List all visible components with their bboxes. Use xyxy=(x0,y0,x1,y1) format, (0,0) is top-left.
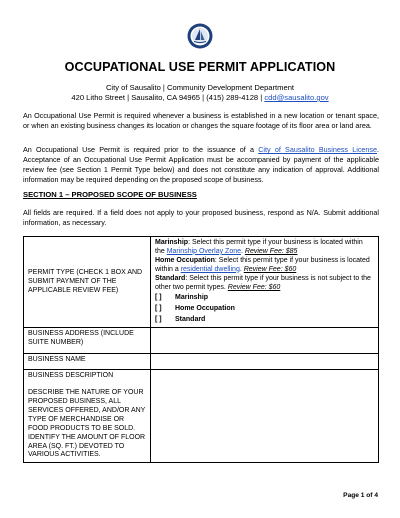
permit-type-options xyxy=(151,237,379,328)
intro-paragraph-2 xyxy=(23,145,379,185)
intro-paragraph-1: An Occupational Use Permit is required whenever a business is established in a new location or tenant space, or when an existing business changes its location or changes the square footage of its floor area or land area. xyxy=(23,111,379,130)
business-name-row xyxy=(24,354,379,370)
scope-form-table xyxy=(23,236,379,463)
business-address-field[interactable] xyxy=(151,328,379,354)
permit-type-row xyxy=(24,237,379,328)
section-1-instructions: All fields are required. If a field does not apply to your proposed business, respond as N/A. Submit additional information, as necessary. xyxy=(23,208,379,227)
business-address-label: BUSINESS ADDRESS (INCLUDE SUITE NUMBER) xyxy=(24,328,151,354)
checkbox-standard[interactable]: [ ] Standard xyxy=(155,316,206,324)
business-description-field[interactable] xyxy=(151,370,379,463)
marinship-overlay-link[interactable]: Marinship Overlay Zone xyxy=(166,247,241,255)
contact-address: 420 Litho Street | Sausalito, CA 94965 | (415) 289-4128 | xyxy=(71,93,265,102)
residential-dwelling-link[interactable]: residential dwelling xyxy=(180,265,240,273)
email-link[interactable]: cdd@sausalito.gov xyxy=(264,93,329,102)
intro-p2-end: . Acceptance of an Occupational Use Permit Application must be accompanied by payment of the applicable review fee (see Section 1 Permit Type below) and does not constitute any indication of approval. Additional information may be required depending on the proposed scope of business. xyxy=(23,145,379,184)
page-number: Page 1 of 4 xyxy=(343,492,378,499)
checkbox-marinship[interactable]: [ ] Marinship xyxy=(155,294,209,302)
marinship-description: Marinship: Select this permit type if your business is located within the Marinship Overlay Zone. Review Fee: $85 xyxy=(155,239,363,255)
standard-description: Standard: Select this permit type if your business is not subject to the other two permit types. Review Fee: $60 xyxy=(155,274,371,291)
permit-type-label: PERMIT TYPE (CHECK 1 BOX AND SUBMIT PAYMENT OF THE APPLICABLE REVIEW FEE) xyxy=(24,237,151,328)
home-occupation-description: Home Occupation: Select this permit type if your business is located within a residential dwelling. Review Fee: $60 xyxy=(155,256,370,273)
business-name-field[interactable] xyxy=(151,354,379,370)
checkbox-home-occupation[interactable]: [ ] Home Occupation xyxy=(155,305,235,313)
city-seal-logo xyxy=(187,23,213,49)
business-license-link[interactable]: City of Sausalito Business License xyxy=(258,145,377,154)
business-address-row xyxy=(24,328,379,354)
page-title: OCCUPATIONAL USE PERMIT APPLICATION xyxy=(64,60,336,74)
intro-p2-start: An Occupational Use Permit is required prior to the issuance of a xyxy=(23,145,259,154)
contact-line xyxy=(0,93,400,102)
section-1-heading: SECTION 1 – PROPOSED SCOPE OF BUSINESS xyxy=(23,190,197,199)
business-name-label: BUSINESS NAME xyxy=(24,354,151,370)
business-description-row xyxy=(24,370,379,463)
business-description-label: BUSINESS DESCRIPTION DESCRIBE THE NATURE OF YOUR PROPOSED BUSINESS, ALL SERVICES OFFERED, AND/OR ANY TYPE OF MERCHANDISE OR FOOD PRODUCTS TO BE SOLD. IDENTIFY THE AMOUNT OF FLOOR AREA (SQ. FT.) DEVOTED TO VARIOUS ACTIVITIES. xyxy=(24,370,151,463)
department-line: City of Sausalito | Community Development Department xyxy=(105,83,295,92)
